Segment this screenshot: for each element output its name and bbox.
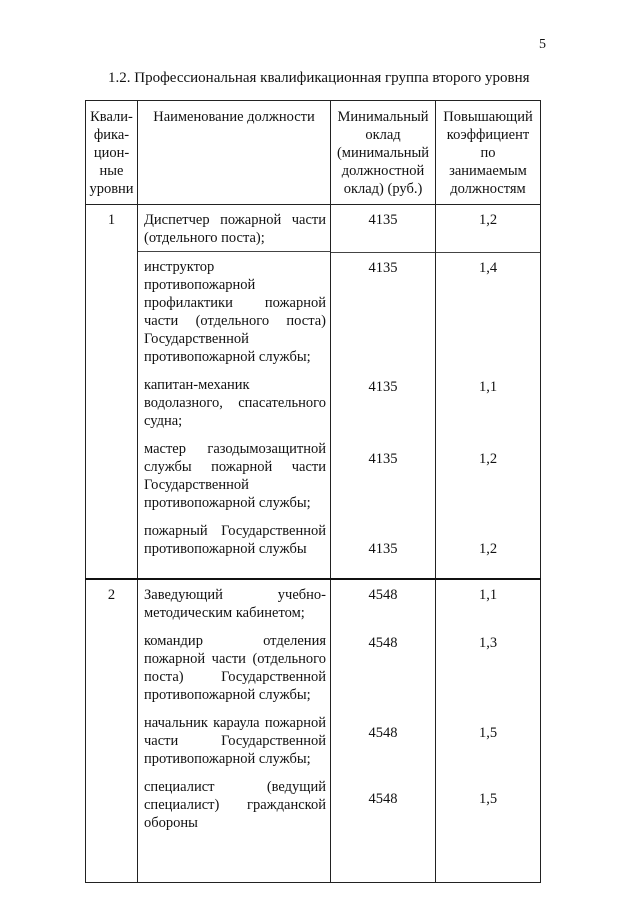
position-cell bbox=[138, 205, 331, 580]
position-item: начальник караула пожарной части Государственной противопожарной службы; bbox=[144, 715, 326, 767]
table-header-row bbox=[86, 101, 541, 205]
header-salary: Минимальный оклад (минимальный должностной оклад) (руб.) bbox=[331, 101, 436, 205]
level-cell: 1 bbox=[86, 205, 138, 580]
salary-value: 4135 bbox=[368, 451, 398, 467]
level-cell: 2 bbox=[86, 579, 138, 883]
position-cell bbox=[138, 579, 331, 883]
salary-value: 4135 bbox=[368, 379, 398, 395]
header-coefficient: Повышающий коэффициент по занимаемым должностям bbox=[436, 101, 541, 205]
salary-value: 4135 bbox=[331, 252, 435, 372]
coefficient-value: 1,2 bbox=[478, 212, 498, 228]
salary-cell bbox=[331, 579, 436, 883]
position-item: Заведующий учебно-методическим кабинетом; bbox=[144, 587, 326, 621]
table-row-level-1 bbox=[86, 205, 541, 580]
position-item: командир отделения пожарной части (отдельного поста) Государственной противопожарной службы; bbox=[144, 633, 326, 703]
position-item: пожарный Государственной противопожарной службы bbox=[144, 523, 326, 557]
table-row-level-2 bbox=[86, 579, 541, 883]
coefficient-value: 1,5 bbox=[478, 791, 498, 807]
qualification-table bbox=[85, 100, 541, 883]
position-item: инструктор противопожарной профилактики пожарной части (отдельного поста) Государственной противопожарной службы; bbox=[138, 251, 330, 370]
header-level: Квали- фика- цион- ные уровни bbox=[86, 101, 138, 205]
salary-value: 4548 bbox=[368, 725, 398, 741]
position-item: мастер газодымозащитной службы пожарной части Государственной противопожарной службы; bbox=[144, 441, 326, 511]
header-position: Наименование должности bbox=[138, 101, 331, 205]
position-item: специалист (ведущий специалист) гражданской обороны bbox=[144, 779, 326, 831]
position-item: Диспетчер пожарной части (отдельного поста); bbox=[144, 212, 326, 246]
salary-value: 4548 bbox=[368, 635, 398, 651]
coefficient-value: 1,1 bbox=[478, 379, 498, 395]
salary-value: 4548 bbox=[368, 791, 398, 807]
coefficient-value: 1,3 bbox=[478, 635, 498, 651]
page-number: 5 bbox=[539, 37, 546, 52]
coefficient-value: 1,4 bbox=[436, 252, 540, 372]
salary-value: 4135 bbox=[368, 212, 398, 228]
salary-value: 4135 bbox=[368, 541, 398, 557]
position-item: капитан-механик водолазного, спасательного судна; bbox=[144, 377, 326, 429]
coefficient-value: 1,5 bbox=[478, 725, 498, 741]
blank-space bbox=[138, 836, 330, 882]
salary-value: 4548 bbox=[368, 587, 398, 603]
coefficient-value: 1,1 bbox=[478, 587, 498, 603]
coefficient-cell bbox=[436, 205, 541, 580]
coefficient-cell bbox=[436, 579, 541, 883]
section-title: 1.2. Профессиональная квалификационная группа второго уровня bbox=[108, 70, 530, 86]
salary-cell bbox=[331, 205, 436, 580]
coefficient-value: 1,2 bbox=[478, 451, 498, 467]
coefficient-value: 1,2 bbox=[478, 541, 498, 557]
